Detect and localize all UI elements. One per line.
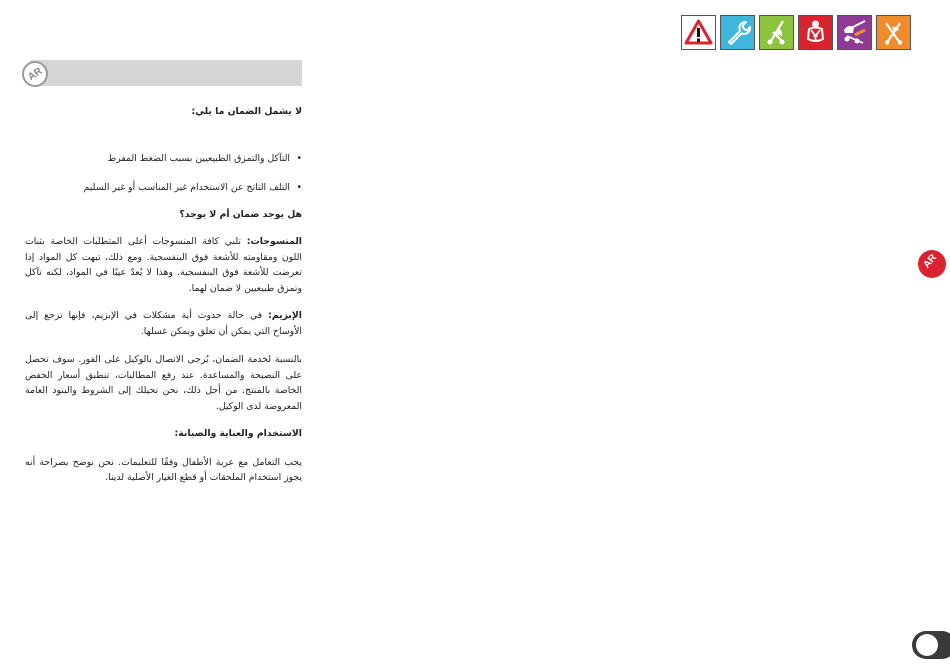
heading-care: الاستخدام والعناية والصيانة: (174, 428, 302, 439)
icon-strip (681, 15, 911, 50)
language-side-tab-label: AR (921, 252, 940, 271)
list-item: • التلف الناتج عن الاستخدام غير المناسب أو غير السليم (25, 180, 302, 196)
page-indicator (912, 631, 950, 659)
fabrics-paragraph (25, 234, 302, 296)
section-header-bar (30, 60, 302, 86)
stroller-icon[interactable] (759, 15, 794, 50)
heading-not-covered: لا يشمل الضمان ما يلي: (191, 106, 302, 117)
stroller-accessories-icon[interactable] (837, 15, 872, 50)
heading-warranty: هل يوجد ضمان أم لا يوجد؟ (179, 208, 302, 220)
buckles-label: الإبزيم: (268, 310, 302, 321)
wrench-icon[interactable] (720, 15, 755, 50)
folded-stroller-icon[interactable] (876, 15, 911, 50)
buckles-paragraph (25, 308, 302, 339)
fabrics-label: المنسوجات: (246, 236, 302, 247)
list-item: • التآكل والتمزق الطبيعيين بسبب الضغط المفرط (25, 151, 302, 167)
fabrics-text: تلبي كافة المنسوجات أعلى المتطلبات الخاصة بثبات اللون ومقاومته للأشعة فوق البنفسجية. ومع ذلك، تبهت كل المواد إذا تعرضت للأشعة فوق البنفسجية. وهذا لا يُعدّ عيبًا في المواد، لكنه تآكل وتمزق طبيعيين لا ضمان لهما. (25, 236, 302, 294)
warranty-text-column (25, 104, 302, 486)
care-paragraph: يجب التعامل مع عربة الأطفال وفقًا للتعليمات. نحن نوضح بصراحة أنه يجوز استخدام الملحقات أو قطع الغيار الأصلية لدينا. (25, 456, 302, 483)
service-paragraph: بالنسبة لخدمة الضمان، يُرجى الاتصال بالوكيل على الفور. سوف تحصل على النصيحة والمساعدة. عند رفع المطالبات، تنطبق أسعار الخفض الخاصة بالمنتج. من أجل ذلك، نحن نحيلك إلى الشروط والبنود العامة المعروضة لدى الوكيل. (25, 354, 302, 412)
car-seat-harness-icon[interactable] (798, 15, 833, 50)
warning-triangle-icon[interactable] (681, 15, 716, 50)
language-badge: AR (17, 56, 53, 92)
language-side-tab[interactable] (918, 250, 946, 278)
buckles-text: في حالة حدوث أية مشكلات في الإبزيم، فإنها ترجع إلى الأوساخ التي يمكن أن تعلق ويمكن غسلها. (25, 310, 302, 337)
page-indicator-knob (916, 634, 938, 656)
